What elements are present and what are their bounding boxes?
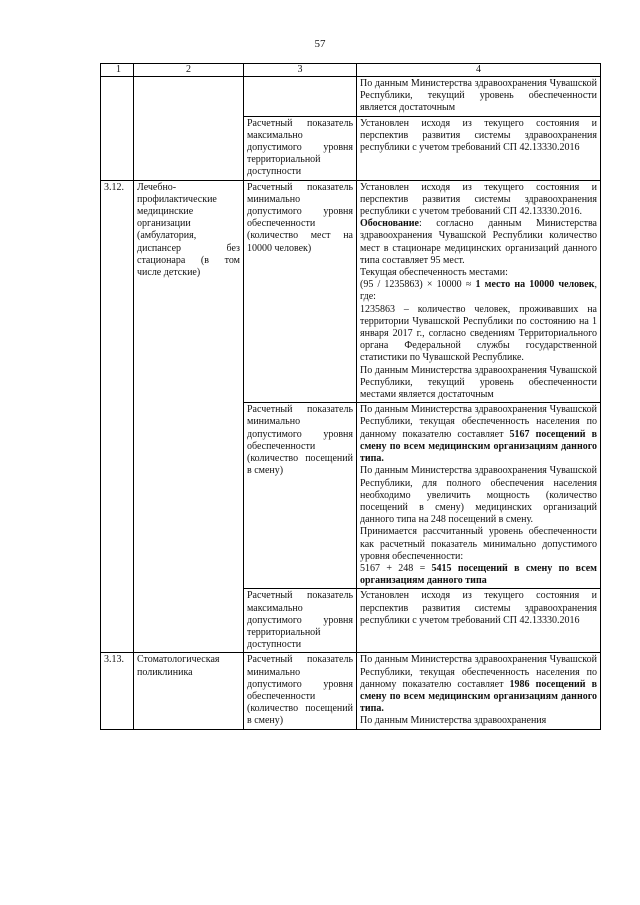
table-body: [101, 64, 601, 730]
bold-text: 5167 посещений в смену по всем медицинским организациям данного типа.: [360, 428, 598, 465]
bold-text: Обоснование: [360, 218, 419, 230]
justification-paragraph: [360, 654, 597, 715]
item-number-cell: 3.12.: [101, 180, 134, 653]
text-run: По данным Министерства здравоохранения Чувашской Республики, для полного обеспечения населения необходимо увеличить мощность (количество посещений в смену) медицинских организаций данного типа на 248 посещений в смену.: [360, 465, 597, 526]
facility-name-cell: Лечебно-профилактические медицинские организации (амбулатория, диспансер без стационара (в том числе детские): [134, 180, 244, 653]
text-run: 1235863 – количество человек, проживавших на территории Чувашской Республики по состоянию на 1 января 2017 г., согласно сведениям Территориального органа Федеральной службы государственной статистики по Чувашской Республике.: [360, 303, 597, 364]
text-run: Текущая обеспеченность местами:: [360, 267, 508, 279]
text-run: По данным Министерства здравоохранения Чувашской Республики, текущий уровень обеспеченности местами является достаточным: [360, 364, 597, 401]
text-run: (95 / 1235863) × 10000 ≈: [360, 279, 476, 291]
justification-cell: [357, 116, 601, 180]
text-run: По данным Министерства здравоохранения Чувашской Республики, текущий уровень обеспеченности является достаточным: [360, 78, 597, 114]
bold-text: 5415 посещений в смену по всем организациям данного типа: [360, 562, 597, 587]
justification-cell: [357, 403, 601, 589]
justification-paragraph: [360, 118, 597, 155]
item-number-cell: 3.13.: [101, 653, 134, 729]
justification-paragraph: [360, 279, 597, 303]
justification-paragraph: [360, 526, 597, 563]
page-number: 57: [314, 38, 326, 50]
justification-cell: [357, 653, 601, 729]
justification-paragraph: [360, 78, 597, 115]
indicator-cell: [244, 77, 357, 117]
justification-paragraph: [360, 465, 597, 526]
column-number-4: 4: [357, 64, 601, 77]
indicator-cell: Расчетный показатель минимально допустимого уровня обеспеченности (количество посещений в смену): [244, 403, 357, 589]
justification-cell: [357, 180, 601, 403]
indicator-cell: Расчетный показатель максимально допустимого уровня территориальной доступности: [244, 589, 357, 653]
text-run: По данным Министерства здравоохранения: [360, 715, 547, 727]
justification-paragraph: [360, 715, 597, 727]
standards-table: [100, 63, 601, 730]
justification-cell: [357, 589, 601, 653]
text-run: : согласно данным Министерства здравоохранения Чувашской Республики количество мест в стационаре медицинских организаций данного типа составляет 95 мест.: [360, 218, 597, 266]
justification-cell: [357, 77, 601, 117]
justification-paragraph: [360, 365, 597, 402]
text-run: Установлен исходя из текущего состояния и перспектив развития системы здравоохранения республики с учетом требований СП 42.13330.2016: [360, 590, 597, 626]
justification-paragraph: [360, 267, 597, 279]
column-number-2: 2: [134, 64, 244, 77]
column-number-3: 3: [244, 64, 357, 77]
facility-name-cell: [134, 77, 244, 181]
indicator-cell: Расчетный показатель минимально допустимого уровня обеспеченности (количество мест на 10000 человек): [244, 180, 357, 403]
table-row: [101, 180, 601, 403]
justification-paragraph: [360, 563, 597, 587]
text-run: Установлен исходя из текущего состояния и перспектив развития системы здравоохранения республики с учетом требований СП 42.13330.2016: [360, 117, 597, 154]
justification-paragraph: [360, 218, 597, 267]
text-run: По данным Министерства здравоохранения Чувашской Республики, текущая обеспеченность населения по данному показателю составляет: [360, 404, 597, 440]
indicator-cell: Расчетный показатель максимально допустимого уровня территориальной доступности: [244, 116, 357, 180]
column-number-1: 1: [101, 64, 134, 77]
text-run: 5167 + 248 =: [360, 562, 432, 574]
item-number-cell: [101, 77, 134, 181]
text-run: По данным Министерства здравоохранения Чувашской Республики, текущая обеспеченность населения по данному показателю составляет: [360, 654, 597, 690]
text-run: Принимается рассчитанный уровень обеспеченности как расчетный показатель минимально допустимого уровня обеспеченности:: [360, 526, 597, 562]
facility-name-cell: Стоматологическая поликлиника: [134, 653, 244, 729]
justification-paragraph: [360, 182, 597, 219]
justification-paragraph: [360, 590, 597, 627]
bold-text: 1986 посещений в смену по всем медицинским организациям данного типа.: [360, 678, 598, 715]
justification-paragraph: [360, 304, 597, 365]
column-number-row: [101, 64, 601, 77]
justification-paragraph: [360, 404, 597, 465]
text-run: , где:: [360, 279, 597, 303]
indicator-cell: Расчетный показатель минимально допустимого уровня обеспеченности (количество посещений в смену): [244, 653, 357, 729]
bold-text: 1 место на 10000 человек: [475, 279, 595, 291]
text-run: Установлен исходя из текущего состояния и перспектив развития системы здравоохранения республики с учетом требований СП 42.13330.2016.: [360, 181, 597, 218]
table-row: [101, 653, 601, 729]
table-row: [101, 77, 601, 117]
